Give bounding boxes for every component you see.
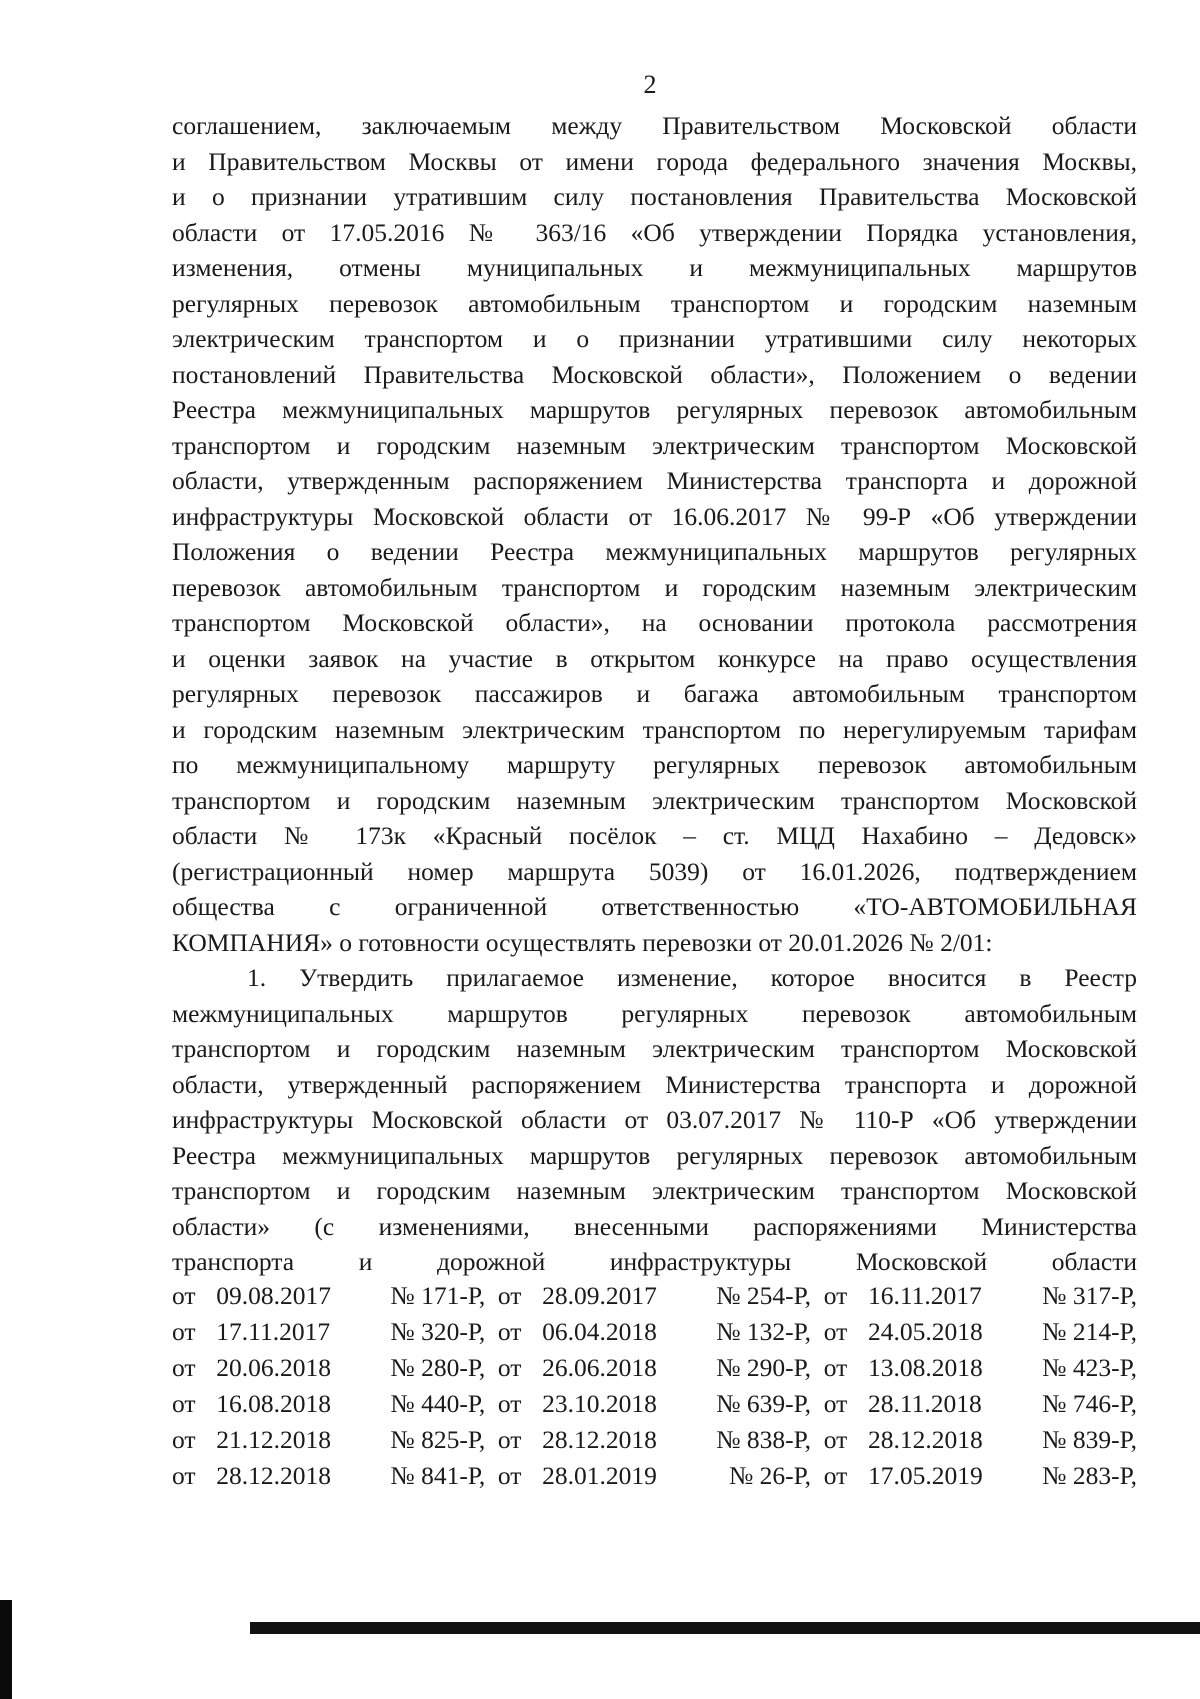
amendment-prefix: от: [823, 1389, 848, 1418]
amendment-number: № 839-Р,: [1042, 1425, 1137, 1454]
page-number: 2: [643, 70, 657, 99]
amendment-date: 28.09.2017: [542, 1281, 657, 1310]
text-line: транспортом и городским наземным электрическим транспортом Московской: [172, 1034, 1137, 1063]
text-line: общества с ограниченной ответственностью «ТО-АВТОМОБИЛЬНАЯ: [172, 892, 1137, 921]
amendment-number: № 317-Р,: [1042, 1281, 1137, 1310]
amendment-number: № 639-Р,: [716, 1389, 812, 1418]
amendment-prefix: от: [497, 1281, 522, 1310]
text-line: Положения о ведении Реестра межмуниципальных маршрутов регулярных: [172, 537, 1137, 566]
amendment-row: [172, 1278, 1137, 1314]
document-body: [172, 108, 1137, 1280]
text-line: КОМПАНИЯ» о готовности осуществлять перевозки от 20.01.2026 № 2/01:: [172, 927, 993, 957]
text-line: изменения, отмены муниципальных и межмуниципальных маршрутов: [172, 253, 1137, 282]
text-line: и о признании утратившим силу постановления Правительства Московской: [172, 182, 1137, 211]
amendment-prefix: от: [172, 1281, 196, 1310]
text-line: регулярных перевозок пассажиров и багажа автомобильным транспортом: [172, 679, 1137, 708]
text-line: и оценки заявок на участие в открытом конкурсе на право осуществления: [172, 643, 1137, 673]
text-line: транспортом Московской области», на основании протокола рассмотрения: [172, 608, 1137, 637]
amendment-number: № 841-Р,: [390, 1461, 486, 1490]
text-line: области, утвержденным распоряжением Министерства транспорта и дорожной: [172, 466, 1137, 495]
amendment-row: [172, 1314, 1137, 1350]
text-line: (регистрационный номер маршрута 5039) от 16.01.2026, подтверждением: [172, 856, 1137, 886]
amendment-prefix: от: [172, 1353, 196, 1382]
text-line: межмуниципальных маршрутов регулярных перевозок автомобильным: [172, 998, 1137, 1028]
amendment-number: № 423-Р,: [1042, 1353, 1137, 1382]
amendment-prefix: от: [823, 1317, 848, 1346]
amendment-number: № 280-Р,: [390, 1353, 486, 1382]
amendment-date: 28.01.2019: [542, 1461, 657, 1490]
text-line: перевозок автомобильным транспортом и городским наземным электрическим: [172, 572, 1137, 602]
amendment-date: 09.08.2017: [216, 1281, 332, 1310]
text-line: транспорта и дорожной инфраструктуры Московской области: [172, 1247, 1137, 1276]
amendment-prefix: от: [497, 1389, 522, 1418]
amendment-date: 13.08.2018: [867, 1353, 983, 1382]
text-line: постановлений Правительства Московской области», Положением о ведении: [172, 359, 1137, 389]
amendment-number: № 171-Р,: [390, 1281, 486, 1310]
amendment-prefix: от: [172, 1389, 196, 1418]
text-line: и Правительством Москвы от имени города федерального значения Москвы,: [172, 146, 1137, 176]
amendment-row: [172, 1350, 1137, 1386]
amendment-date: 23.10.2018: [542, 1389, 657, 1418]
amendment-date: 17.11.2017: [216, 1317, 331, 1346]
amendment-number: № 838-Р,: [716, 1425, 812, 1454]
amendment-prefix: от: [172, 1425, 196, 1454]
amendment-number: № 283-Р,: [1042, 1461, 1137, 1490]
amendment-number: № 132-Р,: [716, 1317, 812, 1346]
amendment-date: 28.12.2018: [216, 1461, 332, 1490]
text-line: электрическим транспортом и о признании утратившими силу некоторых: [172, 324, 1137, 353]
amendment-prefix: от: [497, 1425, 522, 1454]
amendment-date: 20.06.2018: [216, 1353, 332, 1382]
text-line: 1. Утвердить прилагаемое изменение, которое вносится в Реестр: [247, 963, 1137, 992]
text-line: области № 173к «Красный посёлок – ст. МЦД Нахабино – Дедовск»: [172, 821, 1137, 850]
amendment-prefix: от: [823, 1425, 848, 1454]
text-line: регулярных перевозок автомобильным транспортом и городским наземным: [172, 288, 1137, 318]
amendment-prefix: от: [823, 1353, 848, 1382]
amendment-number: № 825-Р,: [390, 1425, 486, 1454]
amendments-list: [172, 1278, 1137, 1494]
amendment-number: № 440-Р,: [390, 1389, 486, 1418]
text-line: области от 17.05.2016 № 363/16 «Об утверждении Порядка установления,: [172, 217, 1137, 247]
text-line: инфраструктуры Московской области от 16.06.2017 № 99-Р «Об утверждении: [172, 501, 1137, 531]
amendment-date: 24.05.2018: [867, 1317, 983, 1346]
amendment-number: № 290-Р,: [716, 1353, 812, 1382]
amendment-prefix: от: [497, 1461, 522, 1490]
text-line: соглашением, заключаемым между Правительством Московской области: [172, 111, 1137, 140]
text-line: и городским наземным электрическим транспортом по нерегулируемым тарифам: [172, 714, 1137, 744]
amendment-number: № 746-Р,: [1042, 1389, 1137, 1418]
amendment-number: № 26-Р,: [728, 1461, 812, 1490]
scan-edge-left: [0, 1600, 12, 1699]
amendment-row: [172, 1386, 1137, 1422]
text-line: Реестра межмуниципальных маршрутов регулярных перевозок автомобильным: [172, 395, 1137, 424]
amendment-prefix: от: [823, 1461, 848, 1490]
amendment-row: [172, 1422, 1137, 1458]
amendment-row: [172, 1458, 1137, 1494]
text-line: транспортом и городским наземным электрическим транспортом Московской: [172, 430, 1137, 460]
amendment-number: № 254-Р,: [716, 1281, 812, 1310]
amendment-date: 26.06.2018: [542, 1353, 657, 1382]
amendment-date: 21.12.2018: [216, 1425, 332, 1454]
scan-edge-bottom: [250, 1622, 1200, 1634]
amendment-number: № 214-Р,: [1042, 1317, 1137, 1346]
amendment-number: № 320-Р,: [390, 1317, 486, 1346]
text-line: транспортом и городским наземным электрическим транспортом Московской: [172, 785, 1137, 815]
amendment-date: 28.12.2018: [867, 1425, 983, 1454]
amendment-date: 17.05.2019: [867, 1461, 983, 1490]
amendment-date: 06.04.2018: [542, 1317, 657, 1346]
text-line: по межмуниципальному маршруту регулярных перевозок автомобильным: [172, 750, 1137, 779]
amendment-prefix: от: [172, 1461, 196, 1490]
amendment-prefix: от: [497, 1353, 522, 1382]
text-line: инфраструктуры Московской области от 03.07.2017 № 110-Р «Об утверждении: [172, 1105, 1137, 1134]
amendment-prefix: от: [823, 1281, 848, 1310]
amendment-date: 16.08.2018: [216, 1389, 332, 1418]
text-line: области, утвержденный распоряжением Министерства транспорта и дорожной: [172, 1069, 1137, 1099]
amendment-date: 28.12.2018: [542, 1425, 657, 1454]
text-line: транспортом и городским наземным электрическим транспортом Московской: [172, 1176, 1137, 1205]
amendment-date: 16.11.2017: [867, 1281, 982, 1310]
amendment-prefix: от: [497, 1317, 522, 1346]
amendment-prefix: от: [172, 1317, 196, 1346]
text-line: области» (с изменениями, внесенными распоряжениями Министерства: [172, 1211, 1137, 1241]
text-line: Реестра межмуниципальных маршрутов регулярных перевозок автомобильным: [172, 1140, 1137, 1170]
amendment-date: 28.11.2018: [867, 1389, 982, 1418]
